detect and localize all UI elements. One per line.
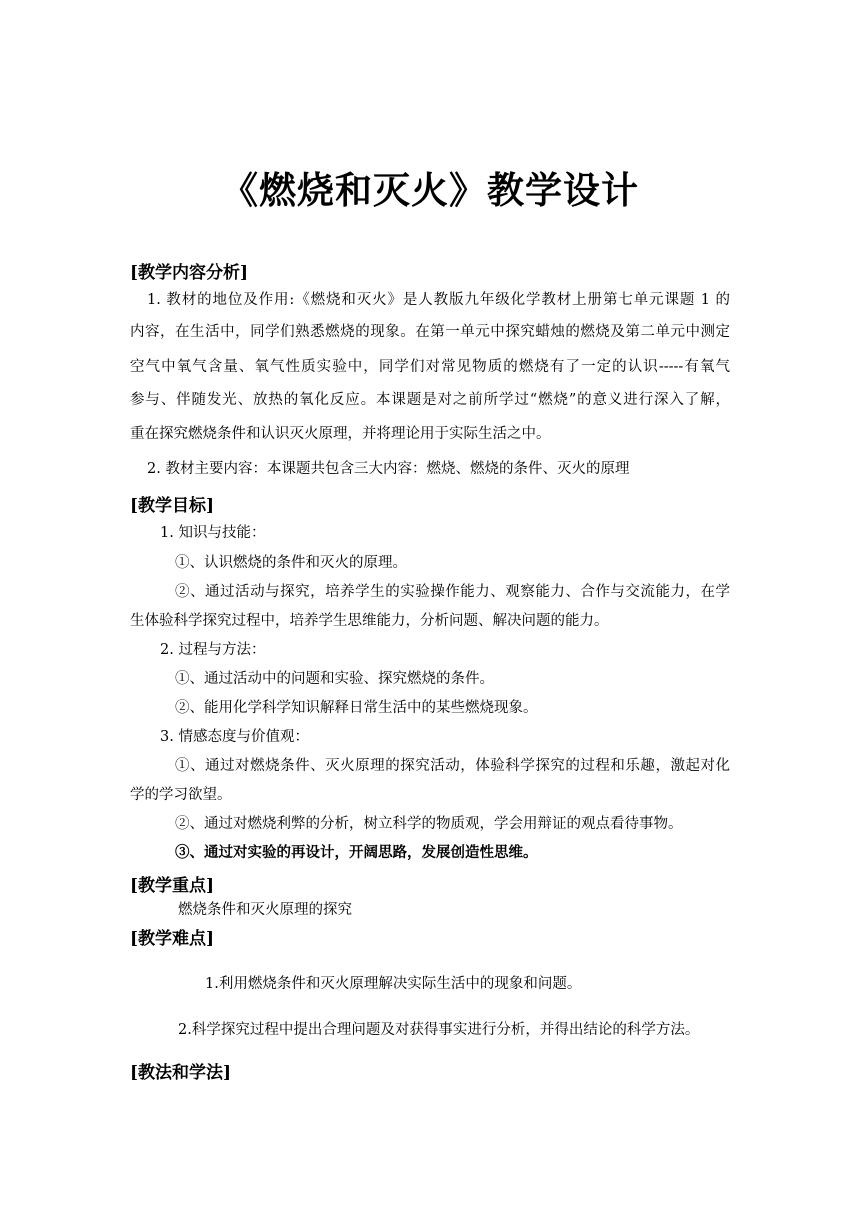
- objective-process-point-1: ①、通过活动中的问题和实验、探究燃烧的条件。: [175, 671, 494, 687]
- content-analysis-line-3: 空气中氧气含量、氧气性质实验中，同学们对常见物质的燃烧有了一定的认识-----有氧气: [130, 359, 730, 375]
- document-title: 《燃烧和灭火》教学设计: [221, 168, 639, 212]
- content-analysis-line-2: 内容，在生活中，同学们熟悉燃烧的现象。在第一单元中探究蜡烛的燃烧及第二单元中测定: [130, 324, 730, 340]
- objective-knowledge-point-2-line-2: 生体验科学探究过程中，培养学生思维能力，分析问题、解决问题的能力。: [130, 613, 609, 629]
- section-heading-key-points: [教学重点]: [130, 876, 215, 896]
- section-heading-content-analysis: [教学内容分析]: [130, 263, 249, 283]
- content-analysis-line-5: 重在探究燃烧条件和认识灭火原理，并将理论用于实际生活之中。: [130, 426, 551, 442]
- objective-process-point-2: ②、能用化学科学知识解释日常生活中的某些燃烧现象。: [175, 700, 538, 716]
- content-analysis-line-4: 参与、伴随发光、放热的氧化反应。本课题是对之前所学过“燃烧”的意义进行深入了解，: [130, 392, 730, 408]
- section-heading-methods: [教法和学法]: [130, 1063, 232, 1083]
- objective-knowledge-point-1: ①、认识燃烧的条件和灭火的原理。: [175, 555, 407, 571]
- objective-process-label: 2. 过程与方法：: [160, 642, 266, 658]
- key-points-text: 燃烧条件和灭火原理的探究: [178, 902, 352, 918]
- content-analysis-line-1: 1. 教材的地位及作用:《燃烧和灭火》是人教版九年级化学教材上册第七单元课题 1 的: [147, 292, 730, 308]
- objective-emotion-point-2: ②、通过对燃烧利弊的分析，树立科学的物质观，学会用辩证的观点看待事物。: [175, 816, 683, 832]
- difficulty-item-2: 2.科学探究过程中提出合理问题及对获得事实进行分析，并得出结论的科学方法。: [178, 1022, 700, 1038]
- objective-emotion-label: 3. 情感态度与价值观：: [160, 729, 309, 745]
- section-heading-difficulties: [教学难点]: [130, 929, 215, 949]
- objective-emotion-point-3: ③、通过对实验的再设计，开阔思路，发展创造性思维。: [175, 844, 538, 861]
- objective-knowledge-point-2-line-1: ②、通过活动与探究，培养学生的实验操作能力、观察能力、合作与交流能力，在学: [175, 584, 730, 600]
- section-heading-objectives: [教学目标]: [130, 496, 215, 516]
- objective-knowledge-label: 1. 知识与技能：: [160, 525, 266, 541]
- objective-emotion-point-1-line-2: 学的学习欲望。: [130, 787, 232, 803]
- content-analysis-item-2: 2. 教材主要内容：本课题共包含三大内容：燃烧、燃烧的条件、灭火的原理: [147, 461, 630, 477]
- objective-emotion-point-1-line-1: ①、通过对燃烧条件、灭火原理的探究活动，体验科学探究的过程和乐趣，激起对化: [175, 758, 730, 774]
- difficulty-item-1: 1.利用燃烧条件和灭火原理解决实际生活中的现象和问题。: [205, 976, 582, 992]
